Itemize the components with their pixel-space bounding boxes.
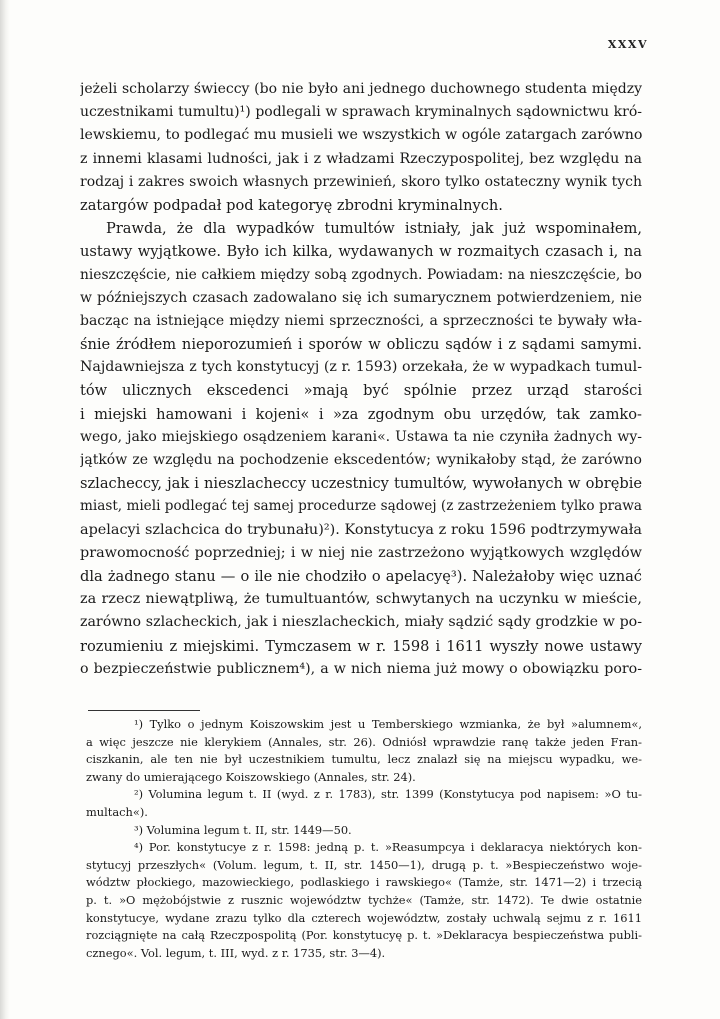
- footnote-line: konstytucye, wydane zrazu tylko dla czterech województw, zostały uchwalą sejmu z r. 1611: [86, 910, 642, 925]
- body-line: jeżeli scholarzy świeccy (bo nie było ani jednego duchownego studenta między: [80, 81, 642, 97]
- body-line: śnie źródłem nieporozumień i sporów w obliczu sądów i z sądami samymi.: [80, 336, 642, 354]
- footnote-line: p. t. »O mężobójstwie z rusznic województw tychże« (Tamże, str. 1472). Te dwie ostatnie: [86, 892, 642, 907]
- page-number: XXXV: [607, 38, 648, 51]
- footnote-line: cznego«. Vol. legum, t. III, wyd. z r. 1735, str. 3—4).: [86, 945, 386, 960]
- body-line: w późniejszych czasach zadowalano się ich sumarycznem potwierdzeniem, nie: [80, 289, 642, 306]
- body-line: rodzaj i zakres swoich własnych przewinień, skoro tylko ostateczny wynik tych: [80, 173, 642, 190]
- footnote-line: ⁴) Por. konstytucye z r. 1598: jedną p. t. »Reasumpcya i deklaracya niektórych kon-: [134, 840, 642, 855]
- body-line: o bezpieczeństwie publicznem⁴), a w nich niema już mowy o obowiązku poro-: [80, 660, 642, 677]
- body-line: zarówno szlacheckich, jak i nieszlacheckich, miały sądzić sądy grodzkie w po-: [80, 614, 642, 631]
- footnote-line: ³) Volumina legum t. II, str. 1449—50.: [134, 822, 352, 837]
- body-line: Prawda, że dla wypadków tumultów istniały, jak już wspominałem,: [106, 220, 642, 238]
- body-line: miast, mieli podlegać tej samej procedurze sądowej (z zastrzeżeniem tylko prawa: [80, 498, 642, 515]
- body-line: i miejski hamowani i kojeni« i »za zgodnym obu urzędów, tak zamko-: [80, 405, 642, 423]
- body-text: [80, 78, 642, 681]
- body-line: apelacyi szlachcica do trybunału)²). Konstytucya z roku 1596 podtrzymywała: [80, 521, 642, 538]
- footnote-separator: [88, 710, 200, 711]
- body-line: dla żadnego stanu — o ile nie chodziło o apelacyę³). Należałoby więc uznać: [80, 567, 642, 585]
- body-line: za rzecz niewątpliwą, że tumultuantów, schwytanych na uczynku w mieście,: [80, 591, 642, 608]
- body-line: rozumieniu z miejskimi. Tymczasem w r. 1598 i 1611 wyszły nowe ustawy: [80, 637, 642, 655]
- footnote-line: wództw płockiego, mazowieckiego, podlaskiego i rawskiego« (Tamże, str. 1471—2) i trzecią: [86, 875, 642, 890]
- body-line: ustawy wyjątkowe. Było ich kilka, wydawanych w rozmaitych czasach i, na: [80, 243, 642, 261]
- footnotes: [86, 716, 642, 962]
- body-line: nieszczęście, nie całkiem między sobą zgodnych. Powiadam: na nieszczęście, bo: [80, 266, 642, 283]
- body-line: z innemi klasami ludności, jak i z władzami Rzeczypospolitej, bez względu na: [80, 150, 642, 167]
- footnote-line: stytucyj przeszłych« (Volum. legum, t. II, str. 1450—1), drugą p. t. »Bespieczeństwo woje-: [86, 857, 642, 872]
- body-line: szlacheccy, jak i nieszlacheccy uczestnicy tumultów, wywołanych w obrębie: [80, 475, 642, 493]
- footnote-line: multach«).: [86, 804, 148, 819]
- body-line: zatargów podpadał pod kategoryę zbrodni kryminalnych.: [80, 196, 503, 214]
- body-line: tów ulicznych ekscedenci »mają być spólnie przez urząd starości: [80, 382, 642, 400]
- body-line: uczestnikami tumultu)¹) podlegali w sprawach kryminalnych sądownictwu kró-: [80, 104, 642, 121]
- body-line: bacząc na istniejące między niemi sprzeczności, a sprzeczności te bywały wła-: [80, 312, 642, 329]
- body-line: wego, jako miejskiego osądzeniem karani«. Ustawa ta nie czyniła żadnych wy-: [80, 428, 642, 445]
- footnote-line: zwany do umierającego Koiszowskiego (Annales, str. 24).: [86, 769, 416, 784]
- footnote-line: a więc jeszcze nie klerykiem (Annales, str. 26). Odniósł wprawdzie ranę także jeden Fran-: [86, 734, 642, 749]
- body-line: prawomocność poprzedniej; i w niej nie zastrzeżono wyjątkowych względów: [80, 544, 642, 561]
- footnote-line: ¹) Tylko o jednym Koiszowskim jest u Temberskiego wzmianka, że był »alumnem«,: [134, 717, 642, 731]
- footnote-line: rozciągnięte na całą Rzeczpospolitą (Por. konstytucyę p. t. »Deklaracya bespieczeństwa publi-: [86, 928, 642, 943]
- footnote-line: ciszkanin, ale ten nie był uczestnikiem tumultu, lecz znalazł się na miejscu wypadku, we-: [86, 752, 642, 767]
- scan-edge: [0, 0, 10, 1019]
- body-line: lewskiemu, to podlegać mu musieli we wszystkich w ogóle zatargach zarówno: [80, 127, 642, 144]
- body-line: jątków ze względu na pochodzenie ekscedentów; wynikałoby stąd, że zarówno: [80, 452, 642, 468]
- footnote-line: ²) Volumina legum t. II (wyd. z r. 1783), str. 1399 (Konstytucya pod napisem: »O tu-: [134, 787, 642, 802]
- body-line: Najdawniejsza z tych konstytucyj (z r. 1593) orzekała, że w wypadkach tumul-: [80, 359, 642, 376]
